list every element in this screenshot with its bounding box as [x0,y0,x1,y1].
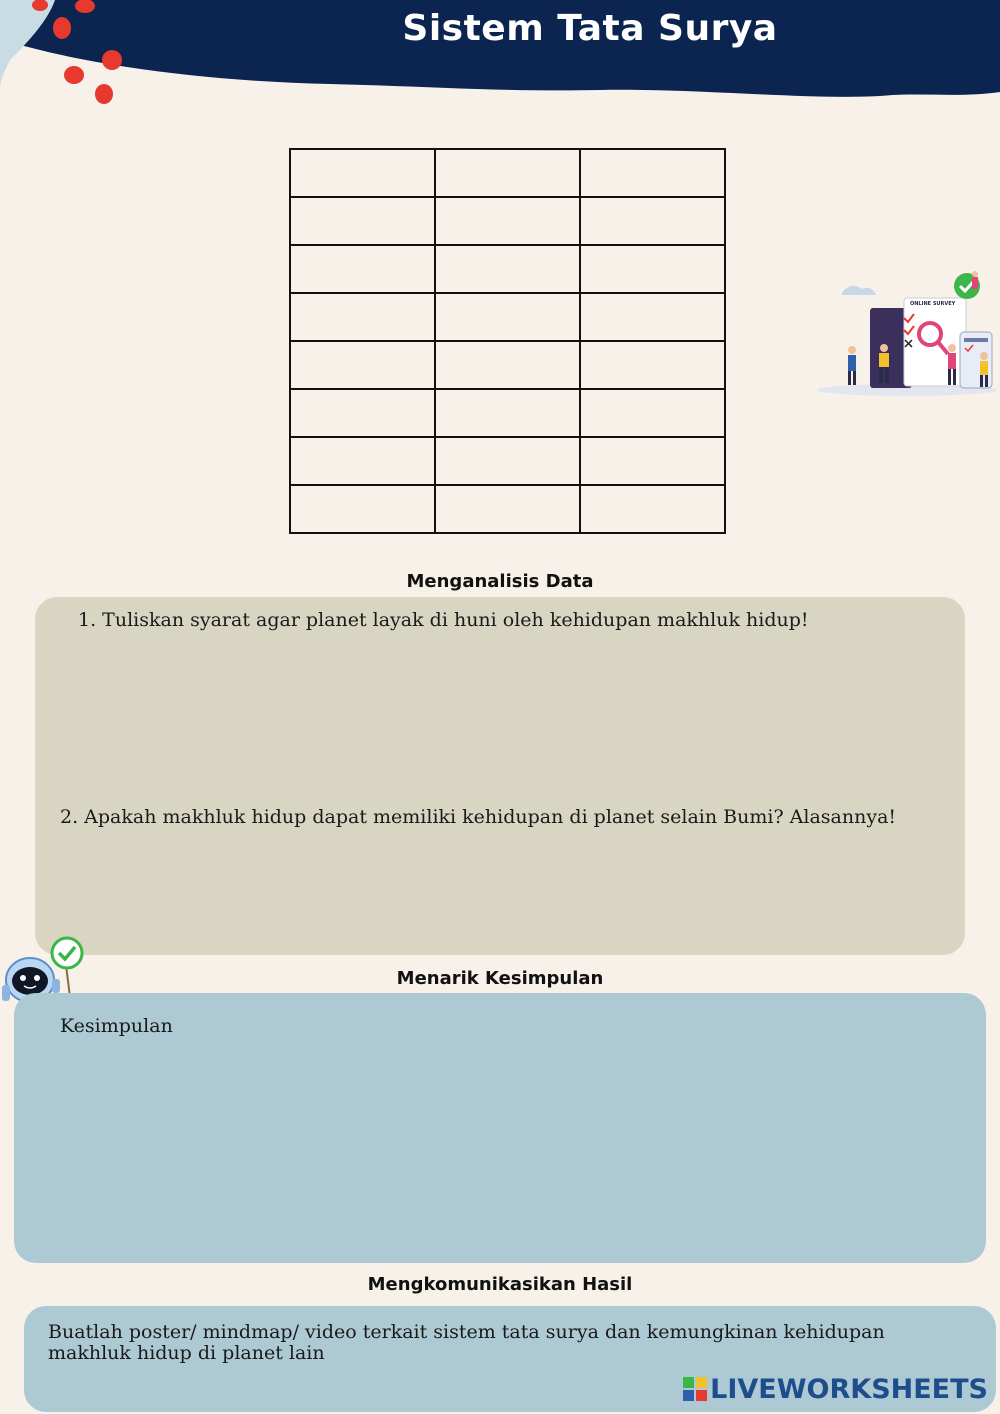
table-cell[interactable] [290,197,435,245]
online-survey-illustration [812,268,1000,403]
table-cell[interactable] [435,197,580,245]
liveworksheets-logo[interactable] [683,1371,988,1407]
table-cell[interactable] [290,341,435,389]
table-row [290,341,725,389]
table-row [290,437,725,485]
table-cell[interactable] [580,389,725,437]
table-cell[interactable] [435,437,580,485]
table-cell[interactable] [580,341,725,389]
table-cell[interactable] [435,293,580,341]
table-row [290,197,725,245]
table-cell[interactable] [435,389,580,437]
communicate-instruction: Buatlah poster/ mindmap/ video terkait sistem tata surya dan kemungkinan kehidupan makhluk hidup di planet lain [48,1321,885,1364]
check-sign-icon [52,938,82,968]
table-cell[interactable] [580,437,725,485]
analysis-panel [35,597,965,955]
table-cell[interactable] [435,149,580,197]
table-cell[interactable] [580,245,725,293]
table-cell[interactable] [580,149,725,197]
table-cell[interactable] [580,293,725,341]
table-cell[interactable] [290,389,435,437]
liveworksheets-logo-icon [683,1377,707,1401]
survey-label: ONLINE SURVEY [910,301,956,307]
table-row [290,293,725,341]
table-cell[interactable] [580,485,725,533]
page-title: Sistem Tata Surya [402,8,778,49]
table-cell[interactable] [435,341,580,389]
liveworksheets-brand-text: LIVEWORKSHEETS [710,1373,988,1405]
question-1: 1. Tuliskan syarat agar planet layak di huni oleh kehidupan makhluk hidup! [78,609,809,631]
table-cell[interactable] [290,485,435,533]
table-cell[interactable] [290,293,435,341]
conclusion-label: Kesimpulan [60,1015,173,1037]
analysis-heading: Menganalisis Data [406,571,594,592]
table-cell[interactable] [290,437,435,485]
communicate-heading: Mengkomunikasikan Hasil [367,1274,633,1295]
question-2: 2. Apakah makhluk hidup dapat memiliki kehidupan di planet selain Bumi? Alasannya! [60,806,897,828]
data-table [289,148,726,534]
table-cell[interactable] [435,485,580,533]
table-row [290,149,725,197]
table-cell[interactable] [435,245,580,293]
table-cell[interactable] [290,245,435,293]
table-row [290,389,725,437]
table-row [290,485,725,533]
conclusion-heading: Menarik Kesimpulan [396,968,604,989]
table-cell[interactable] [290,149,435,197]
table-cell[interactable] [580,197,725,245]
table-row [290,245,725,293]
